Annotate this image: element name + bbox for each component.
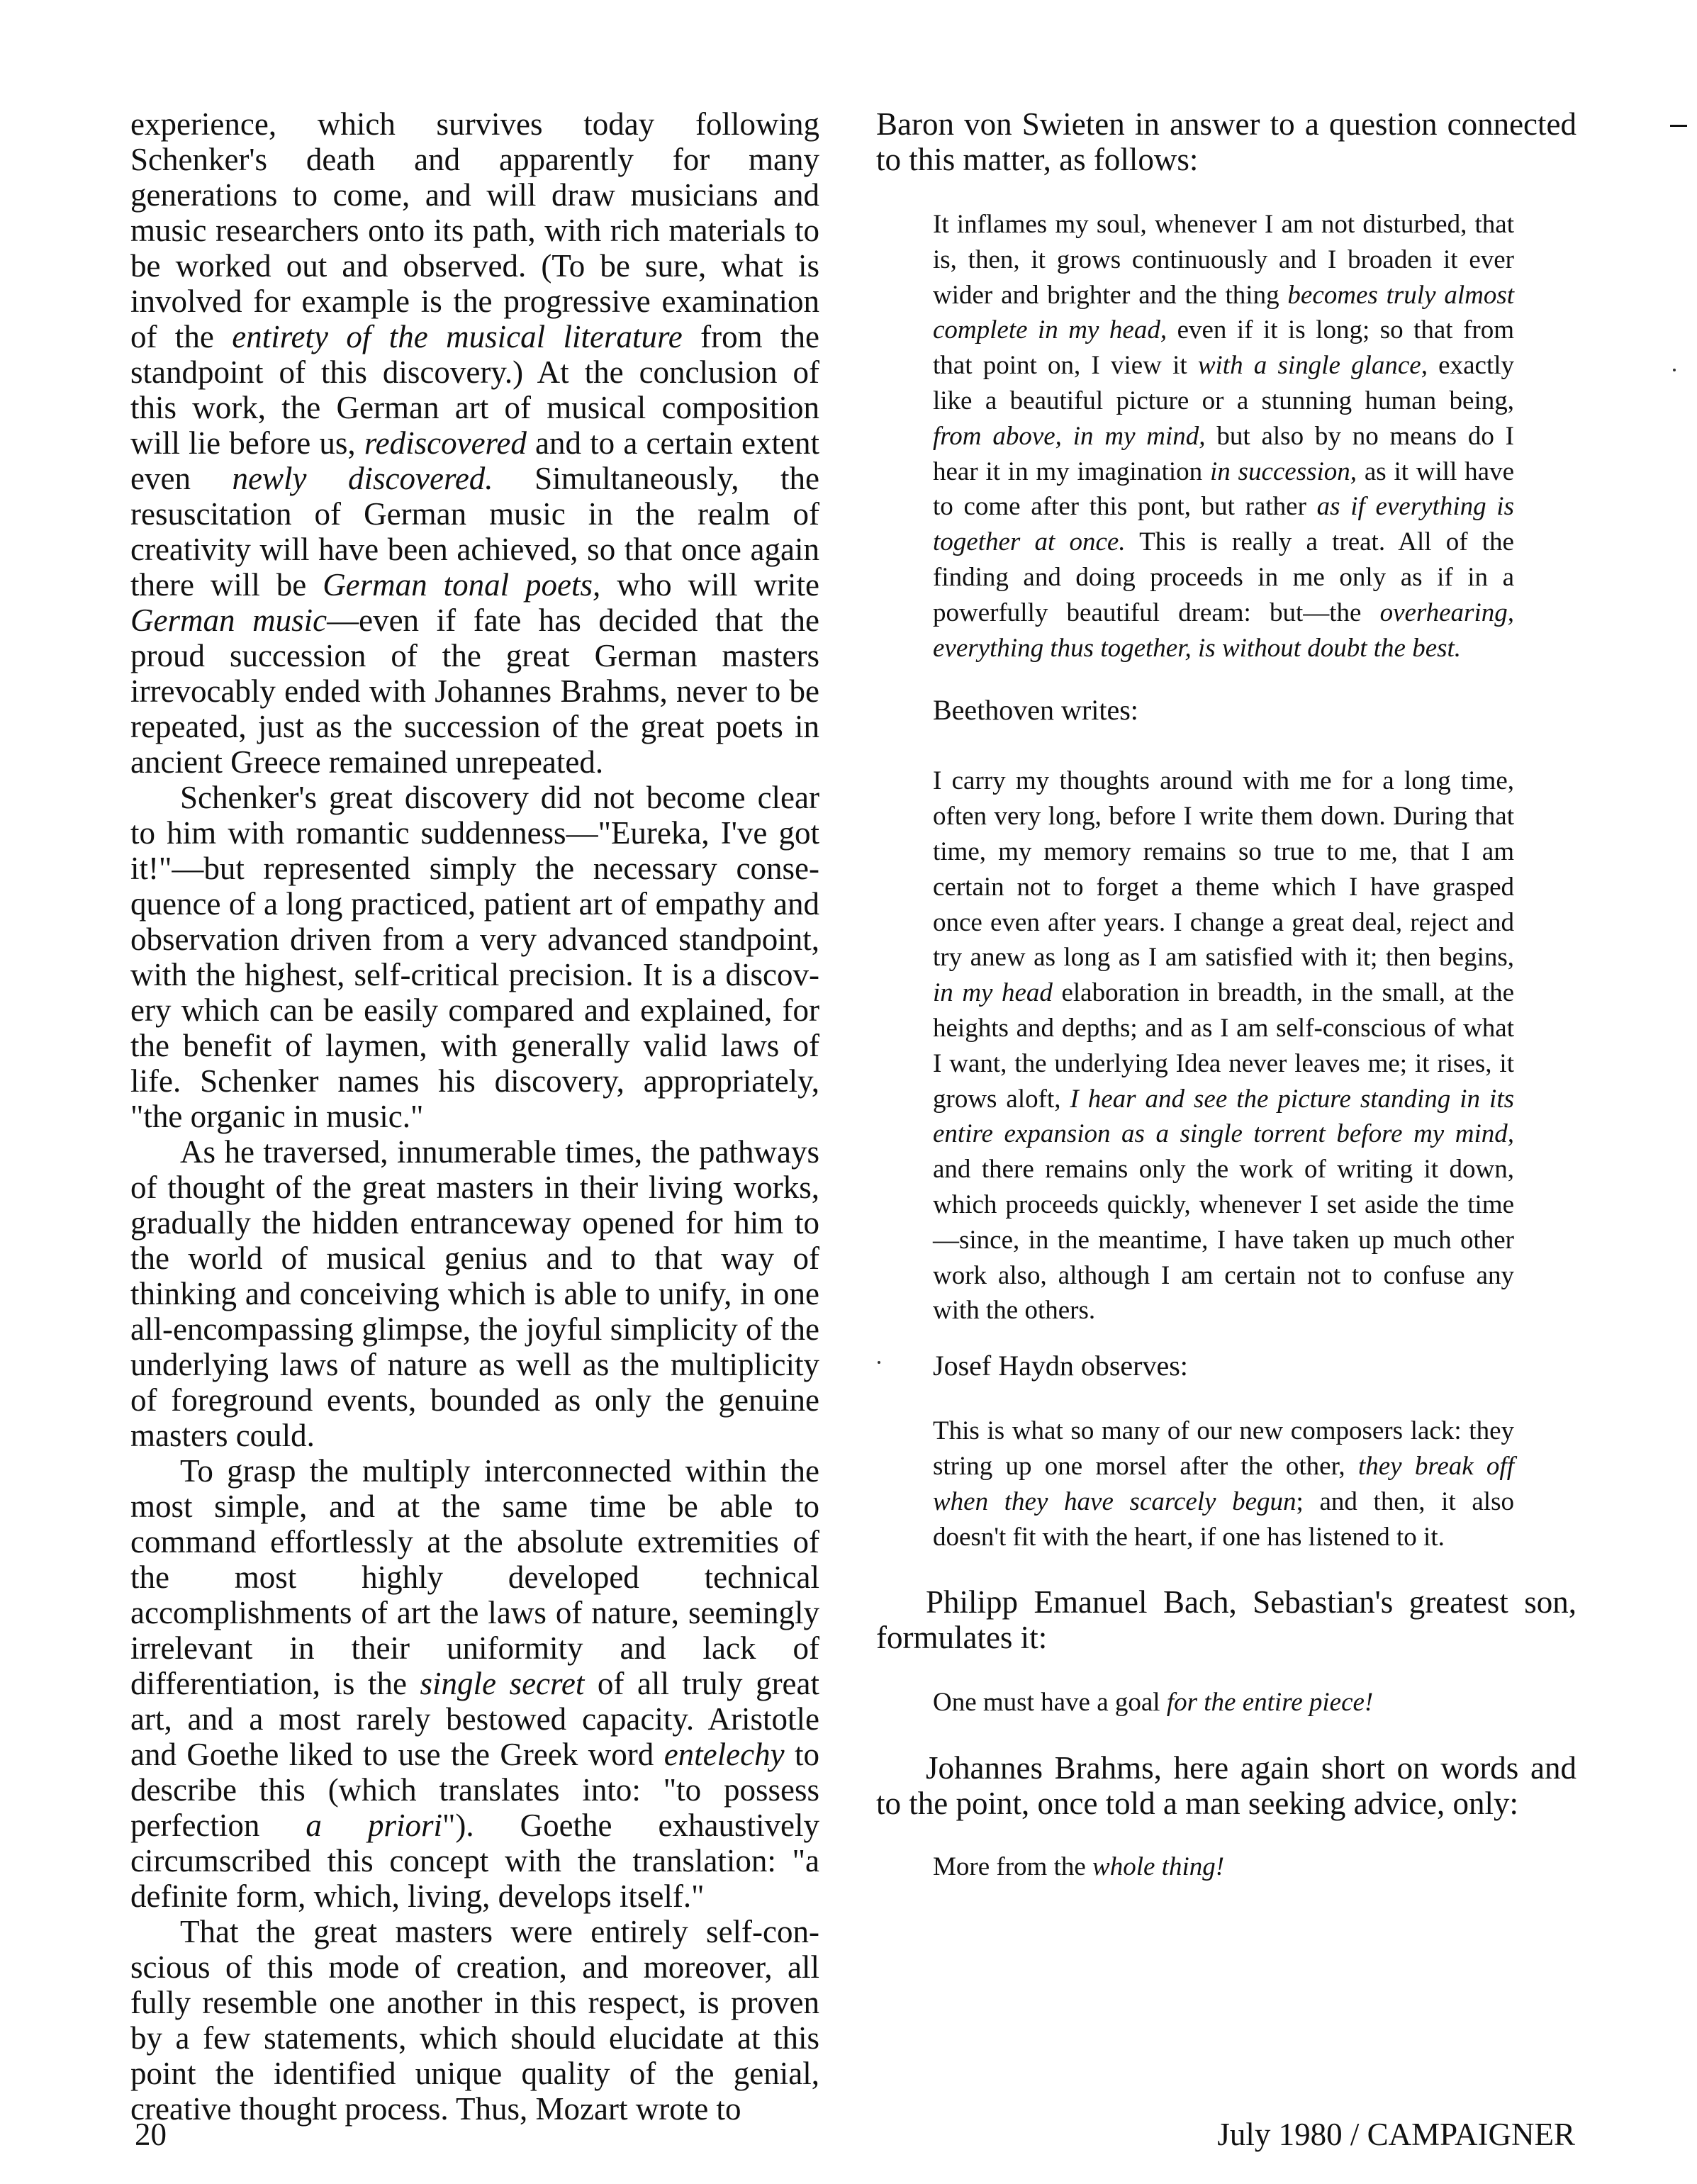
italic-run: I hear and see the picture standing in its entire expansion as a single torrent before my mind, [933,1084,1514,1149]
text-run: experience, which survives today following Schenker's death and apparently for many generations to come, and will draw musicians and music research [130,106,819,248]
text-run: As he traversed, innumerable times, the pathways of thought of the great masters in their living works, gradually the hidden entranceway opened for him to the world of musical genius and to that way of thinking and conceiving which is able to unify, in one all-encompassing glimpse, the joyful simplicity of the underlying laws of nature as well as the multiplicity of foreground events, bounded as only the genuine masters could. [130,1134,819,1453]
text-run: ; and then, it also doesn't fit with the heart, if one has listened to it. [933,1486,1514,1552]
quote-beethoven [933,763,1514,1328]
text-run: but also by no means do I hear it in my imagination [933,421,1514,486]
italic-run: newly discovered. [232,461,493,496]
italic-run: becomes truly almost complete in my head, [933,280,1514,345]
page-number: 20 [135,2117,167,2152]
paragraph-schenker-discovery [130,780,819,1134]
text-run: This is really a treat. All of the finding and doing proceeds in me only as if in a powerfully beautiful dream: but—the [933,527,1514,627]
text-run: even if it is long; so that from that point on, I view it [933,315,1514,381]
italic-run: in my head [933,978,1053,1008]
paragraph-pathways [130,1134,819,1453]
text-run: Johannes Brahms, here again short on words and to the point, once told a man seeking advice, only: [876,1750,1576,1822]
left-column [130,106,819,2127]
paragraph-brahms [876,1750,1576,1821]
text-run: and to a certain extent even [130,425,819,496]
text-run: —even if fate has decided that the proud succession of the great German masters irrevocably ended with Johannes Brahms, never to be repeated, just as the succession of the great poets in ancient Greece remained unrepeated. [130,603,820,780]
italic-run: with a single glance, [1197,351,1428,381]
text-run: of all truly great art, and a most rarely bestowed capacity. Aristotle and Goethe liked to use the Greek word [130,1666,819,1772]
paragraph-philipp-emanuel-bach [876,1584,1576,1655]
quote-mozart [933,207,1514,666]
text-run: as it will have to come after this pont, but rather [933,457,1514,522]
text-run: Philipp Emanuel Bach, Sebastian's greatest son, formulates it: [876,1584,1576,1656]
intro-haydn: Josef Haydn observes: [933,1350,1188,1382]
italic-run: a priori [306,1808,442,1843]
text-run: ers onto its path, with rich materials to be worked out and observed. (To be sure, what is involved for example is the progressive examination of the [130,213,819,354]
italic-run: in succession, [1209,457,1357,486]
italic-run: entelechy [663,1737,785,1772]
italic-run: single secret [420,1666,585,1701]
italic-run: German tonal poets, [323,567,601,603]
quote-brahms [933,1849,1514,1885]
paragraph-experience [130,106,819,780]
paragraph-von-swieten [876,106,1576,177]
italic-run: entirety of the musical literature [232,319,683,354]
text-run: and there remains only the work of writing it down, which proceeds quickly, whenever I set aside the time—since, in the meantime, I have taken up much other work also, although I am certain not to confuse any with the others. [933,1155,1514,1326]
text-run: To grasp the multiply interconnected within the most simple, and at the same time be able to command effortlessly at the absolute extremities of the most highly developed technical accomplishments of art the laws of nature, seemingly irrelevant in their uniformity and lack of differentiation, is the [130,1453,819,1701]
italic-run: for the entire piece! [1166,1688,1374,1718]
text-run: Simultaneously, the resuscitation of German music in the realm of creativity will have been achieved, so that once again there will be [130,461,819,603]
italic-run: from above, in my mind, [933,421,1206,451]
text-run: who will write [600,567,819,603]
text-run: It inflames my soul, whenever I am not disturbed, that is, then, it grows continuously and I broaden it ever wider and brighter and the thing [933,210,1514,310]
right-column [876,106,1576,1885]
italic-run: as if everything is together at once. [933,492,1514,557]
italic-run: rediscovered [364,425,527,461]
italic-run: German music [130,603,327,638]
italic-run: overhearing, everything thus together, is without doubt the best. [933,598,1514,663]
quote-bach [933,1685,1514,1720]
quote-haydn [933,1413,1514,1555]
paragraph-single-secret [130,1453,819,1914]
text-run: Baron von Swieten in answer to a question connected to this matter, as follows: [876,106,1576,177]
italic-run: whole thing! [1092,1852,1225,1882]
scan-speck [1673,369,1676,371]
text-run: I carry my thoughts around with me for a long time, often very long, before I write them down. During that time, my memory remains so true to me, that I am certain not to forget a theme which I have grasped once even after years. I change a great deal, reject and try anew as long as I am satisfied with it; then begins, [933,766,1514,973]
text-run: from the standpoint of this discovery.) At the conclusion of this work, the German art of musical composition will lie before us, [130,319,819,461]
text-run: Schenker's great discovery did not become clear to him with romantic suddenness—"Eureka, I've got it!"—but represented simply the necessary consequence of a long practiced, patient art of empathy and observation driven from a very advanced standpoint, with the highest, self-critical precision. It is a discovery which can be easily compared and explained, for the benefit of laymen, with generally valid laws of life. Schenker names his discovery, appropriately, "the organic in music." [130,780,819,1134]
text-run: That the great masters were entirely self-conscious of this mode of creation, and moreover, all fully resemble one another in this respect, is proven by a few statements, which should elucidate at this point the identified unique quality of the genial, creative thought process. Thus, Mozart wrote to [130,1914,819,2127]
italic-run: they break off when they have scarcely begun [933,1451,1514,1516]
text-run: "). Goethe exhaustively circumscribed this concept with the translation: "a definite form, which, living, develops itself." [130,1808,819,1914]
issue-footer: July 1980 / CAMPAIGNER [1217,2117,1575,2152]
text-run: elaboration in breadth, in the small, at the heights and depths; and as I am self-conscious of what I want, the underlying Idea never leaves me; it rises, it grows aloft, [933,978,1514,1114]
text-run: More from the [933,1852,1093,1882]
text-run: exactly like a beautiful picture or a stunning human being, [933,351,1515,415]
margin-dash-mark [1670,125,1687,127]
paragraph-great-masters [130,1914,819,2127]
intro-beethoven: Beethoven writes: [933,694,1138,727]
text-run: This is what so many of our new composers lack: they string up one morsel after the other, [933,1416,1514,1481]
text-run: to describe this (which translates into: "to possess perfection [130,1737,819,1843]
text-run: One must have a goal [933,1688,1167,1718]
